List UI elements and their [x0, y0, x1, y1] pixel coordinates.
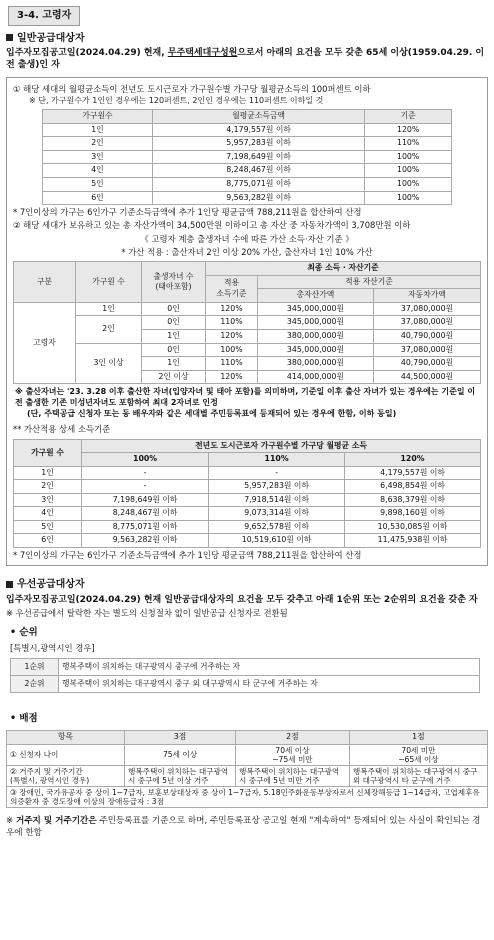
priority-intro-note: ※ 우선공급에서 탈락한 자는 별도의 신청절차 없이 일반공급 신청자로 전환됨: [6, 607, 288, 618]
asset-th-top: 최종 소득 · 자산기준: [206, 262, 481, 276]
rank-bullet: • 순위: [10, 627, 38, 639]
score-th: 2점: [236, 731, 350, 745]
add-note: * 7인이상의 가구는 6인가구 기준소득금액에 추가 1인당 평균금액 788,211원을 합산하여 산정: [13, 549, 362, 560]
income-cell: 6인: [43, 191, 153, 205]
income-cell: 5인: [43, 178, 153, 192]
general-intro: [6, 47, 488, 71]
asset-cell: 345,000,000원: [258, 316, 374, 330]
asset-cell: 37,080,000원: [373, 316, 480, 330]
score-bullet: • 배점: [10, 713, 38, 725]
income-row: [43, 178, 452, 192]
score-cell: ③ 장애인, 국가유공자 중 상이 1~7급자, 보훈보상대상자 중 상이 1~7급자, 5.18민주화운동부상자로서 신체장해등급 1~14급자, 고엽제후유의증환자 중 경도장애 이상의 장애등급자 : 3점: [7, 787, 488, 808]
score-cell: 행복주택이 위치하는 대구광역시 중구에 5년 미만 거주: [236, 765, 350, 786]
asset-cell: 110%: [206, 316, 258, 330]
asset-category: 고령자: [14, 302, 76, 383]
add-th-members: 가구원 수: [14, 439, 82, 466]
add-row: [14, 466, 481, 480]
add-cell: -: [209, 466, 345, 480]
score-cell: ② 거주지 및 거주기간 (특별시, 광역시인 경우): [7, 765, 125, 786]
add-cell: 10,519,610원 이하: [209, 534, 345, 548]
asset-cell: 110%: [206, 357, 258, 371]
add-cell: 1인: [14, 466, 82, 480]
score-cell: 70세 미만 ~65세 이상: [349, 744, 487, 765]
priority-intro: 입주자모집공고일(2024.04.29) 현재 일반공급대상자의 요건을 모두 갖추고 아래 1순위 또는 2순위의 요건을 갖춘 자: [6, 594, 478, 605]
footer-c: 주민등록표를 기준으로 하며, 주민등록표상 공고일 현재 "계속하여" 등재되어 있는 사실이 확인되는 경우에 한함: [6, 816, 481, 838]
intro-part-c: 으로서 아래의 요건을 모두 갖춘 65세 이상(1959.04.29. 이전 출생)인 자: [6, 48, 485, 71]
add-cell: 9,898,160원 이하: [345, 507, 481, 521]
income-cell: 100%: [365, 164, 452, 178]
add-cell: 7,918,514원 이하: [209, 493, 345, 507]
income-row: [43, 191, 452, 205]
asset-cell: 0인: [142, 316, 206, 330]
income-cell: 5,957,283원 이하: [152, 137, 364, 151]
footer-b: 거주지 및 거주기간은: [15, 816, 97, 827]
add-cell: 4,179,557원 이하: [345, 466, 481, 480]
add-cell: 2인: [14, 480, 82, 494]
intro-part-b: 무주택세대구성원: [167, 48, 238, 58]
asset-cell: 2인: [76, 316, 142, 343]
add-cell: 6인: [14, 534, 82, 548]
add-th-col: 110%: [209, 453, 345, 467]
general-heading-text: 일반공급대상자: [17, 32, 85, 44]
add-cell: -: [82, 466, 209, 480]
criteria-item-1: ① 해당 세대의 월평균소득이 전년도 도시근로자 가구원수별 가구당 월평균소득의 100퍼센트 이하: [13, 84, 371, 95]
asset-cell: 1인: [142, 357, 206, 371]
section-title: 3-4. 고령자: [8, 6, 80, 26]
score-th: 항목: [7, 731, 125, 745]
add-cell: 6,498,854원 이하: [345, 480, 481, 494]
add-cell: 5인: [14, 520, 82, 534]
income-cell: 9,563,282원 이하: [152, 191, 364, 205]
add-cell: 5,957,283원 이하: [209, 480, 345, 494]
asset-cell: 40,790,000원: [373, 329, 480, 343]
add-row: [14, 520, 481, 534]
footer-a: ※: [6, 816, 16, 827]
rank-value: 행복주택이 위치하는 대구광역시 중구 외 대구광역시 타 군구에 거주하는 자: [59, 676, 480, 693]
asset-cell: 37,080,000원: [373, 302, 480, 316]
footer-note: [6, 816, 488, 839]
income-cell: 100%: [365, 191, 452, 205]
birth-note-2: (단, 주택공급 신청자 또는 동 배우자와 같은 세대별 주민등록표에 등재되어 있는 경우에 한함, 이하 동일): [27, 408, 397, 418]
asset-cell: 44,500,000원: [373, 370, 480, 384]
income-cell: 3인: [43, 150, 153, 164]
asset-cell: 100%: [206, 343, 258, 357]
rank-table: [10, 658, 480, 693]
income-cell: 4,179,557원 이하: [152, 123, 364, 137]
income-cell: 100%: [365, 178, 452, 192]
add-row: [14, 534, 481, 548]
asset-caption-1: 《 고령자 계층 출생자녀 수에 따른 가산 소득·자산 기준 》: [140, 233, 354, 244]
income-cell: 8,775,071원 이하: [152, 178, 364, 192]
income-cell: 110%: [365, 137, 452, 151]
score-table: [6, 730, 488, 808]
add-caption: ** 가산적용 상세 소득기준: [13, 424, 111, 435]
add-cell: 9,563,282원 이하: [82, 534, 209, 548]
add-cell: 3인: [14, 493, 82, 507]
score-cell: ① 신청자 나이: [7, 744, 125, 765]
asset-th-apply: 적용 소득기준: [206, 275, 258, 302]
score-cell: 70세 이상 ~75세 미만: [236, 744, 350, 765]
score-cell: 행복주택이 위치하는 대구광역시 중구에 5년 이상 거주: [125, 765, 236, 786]
asset-table: [13, 261, 481, 384]
asset-cell: 1인: [142, 329, 206, 343]
priority-heading-text: 우선공급대상자: [17, 579, 85, 591]
asset-cell: 414,000,000원: [258, 370, 374, 384]
add-cell: 4인: [14, 507, 82, 521]
square-bullet-icon: [6, 34, 13, 41]
asset-th-car: 자동차가액: [373, 289, 480, 303]
add-row: [14, 493, 481, 507]
asset-cell: 1인: [76, 302, 142, 316]
asset-cell: 2인 이상: [142, 370, 206, 384]
income-cell: 4인: [43, 164, 153, 178]
add-cell: 9,652,578원 이하: [209, 520, 345, 534]
rank-key: 1순위: [11, 659, 59, 676]
income-th: 기준: [365, 110, 452, 124]
add-th-col: 100%: [82, 453, 209, 467]
birth-note-1: ※ 출산자녀는 '23. 3.28 이후 출산한 자녀(입양자녀 및 태아 포함)를 의미하며, 기준일 이후 출산 자녀가 있는 경우에는 기준일 이전 출생한 기존 미성년자녀도 포함하여 최대 2자녀로 인정: [15, 387, 476, 407]
income-cell: 1인: [43, 123, 153, 137]
rank-case: [특별시,광역시인 경우]: [10, 643, 95, 654]
add-cell: 8,775,071원 이하: [82, 520, 209, 534]
add-row: [14, 480, 481, 494]
score-th: 1점: [349, 731, 487, 745]
income-row: [43, 164, 452, 178]
add-row: [14, 507, 481, 521]
income-cell: 120%: [365, 123, 452, 137]
asset-cell: 120%: [206, 370, 258, 384]
income-row: [43, 150, 452, 164]
income-th: 가구원수: [43, 110, 153, 124]
add-cell: 10,530,085원 이하: [345, 520, 481, 534]
asset-th-children: 출생자녀 수 (태아포함): [142, 262, 206, 303]
income-note: * 7인이상의 가구는 6인가구 기준소득금액에 추가 1인당 평균금액 788,211원을 합산하여 산정: [13, 207, 362, 218]
asset-th-total: 총자산가액: [258, 289, 374, 303]
add-cell: 8,638,379원 이하: [345, 493, 481, 507]
asset-cell: 0인: [142, 302, 206, 316]
square-bullet-icon: [6, 581, 13, 588]
income-cell: 8,248,467원 이하: [152, 164, 364, 178]
asset-th-gubun: 구분: [14, 262, 76, 303]
score-cell: 75세 이상: [125, 744, 236, 765]
add-cell: 9,073,314원 이하: [209, 507, 345, 521]
intro-part-a: 입주자모집공고일(2024.04.29) 현재,: [6, 48, 168, 58]
income-row: [43, 123, 452, 137]
income-table: [42, 109, 452, 205]
income-row: [43, 137, 452, 151]
income-th: 월평균소득금액: [152, 110, 364, 124]
score-th: 3점: [125, 731, 236, 745]
income-cell: 100%: [365, 150, 452, 164]
income-cell: 2인: [43, 137, 153, 151]
add-cell: 11,475,938원 이하: [345, 534, 481, 548]
asset-cell: 120%: [206, 329, 258, 343]
general-heading: [6, 32, 488, 46]
criteria-item-2: ② 해당 세대가 보유하고 있는 총 자산가액이 34,500만원 이하이고 총 자산 중 자동차가액이 3,708만원 이하: [13, 220, 411, 231]
add-income-table: [13, 439, 481, 548]
criteria-item-1-sub: ※ 단, 가구원수가 1인인 경우에는 120퍼센트, 2인인 경우에는 110퍼센트 이하일 것: [29, 95, 324, 105]
asset-th-members: 가구원 수: [76, 262, 142, 303]
asset-cell: 120%: [206, 302, 258, 316]
asset-cell: 345,000,000원: [258, 343, 374, 357]
add-cell: -: [82, 480, 209, 494]
priority-heading: [6, 578, 488, 592]
score-cell: 행복주택이 위치하는 대구광역시 중구 외 대구광역시 타 군구에 거주: [349, 765, 487, 786]
asset-cell: 380,000,000원: [258, 329, 374, 343]
add-th-top: 전년도 도시근로자 가구원수별 가구당 월평균 소득: [82, 439, 481, 453]
add-cell: 7,198,649원 이하: [82, 493, 209, 507]
asset-th-asset-std: 적용 자산기준: [258, 275, 481, 289]
add-th-col: 120%: [345, 453, 481, 467]
asset-caption-2: * 가산 적용 : 출산자녀 2인 이상 20% 가산, 출산자녀 1인 10% 가산: [121, 247, 373, 258]
asset-cell: 40,790,000원: [373, 357, 480, 371]
rank-key: 2순위: [11, 676, 59, 693]
rank-value: 행복주택이 위치하는 대구광역시 중구에 거주하는 자: [59, 659, 480, 676]
income-cell: 7,198,649원 이하: [152, 150, 364, 164]
asset-cell: 380,000,000원: [258, 357, 374, 371]
add-cell: 8,248,467원 이하: [82, 507, 209, 521]
asset-cell: 3인 이상: [76, 343, 142, 384]
asset-cell: 345,000,000원: [258, 302, 374, 316]
asset-cell: 0인: [142, 343, 206, 357]
asset-cell: 37,080,000원: [373, 343, 480, 357]
income-table-wrap: [42, 109, 452, 205]
general-criteria-box: [6, 77, 488, 566]
